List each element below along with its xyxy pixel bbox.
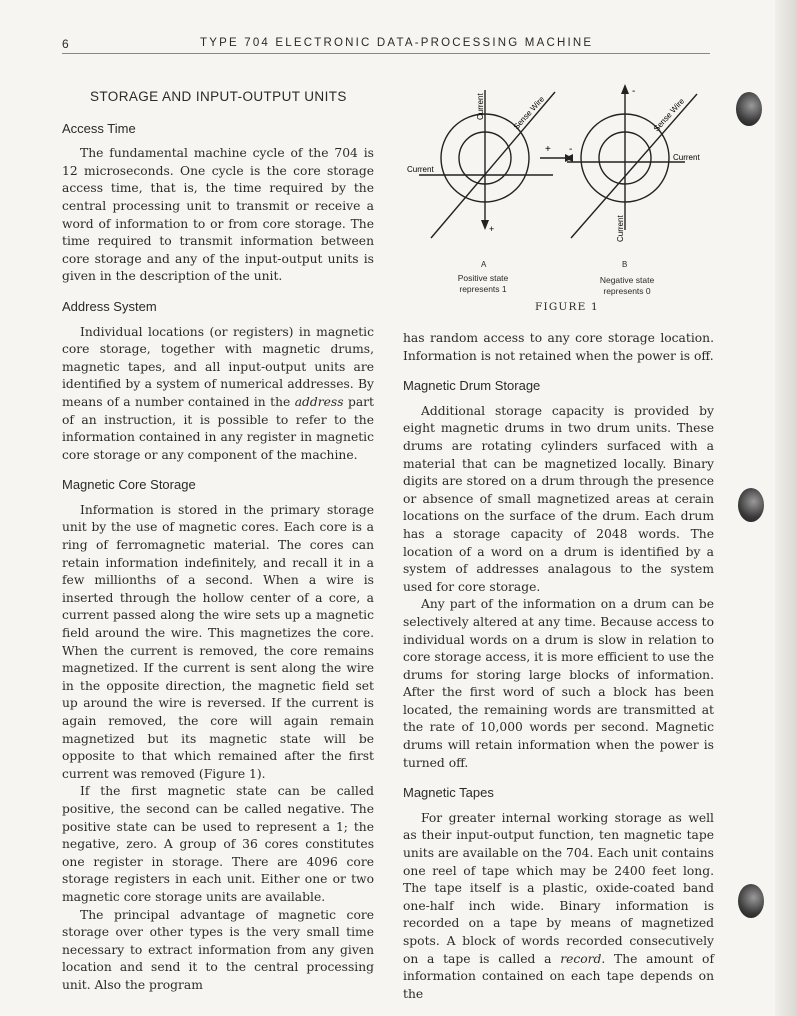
heading-magnetic-tapes: Magnetic Tapes [403,785,494,801]
label-sense-b: Sense Wire [651,96,687,134]
binder-hole-top [736,92,762,126]
paragraph: For greater internal working storage as well as their input-output function, ten magnetic tape units are available on the 704. Each unit contains one reel of tape which may be 2400 feet long. The tape itself is a plastic, oxide-coated band one-half inch wide. Binary information is recorded on a tape by means of magnetized spots. A block of words recorded consecutively on a tape is called a record. The amount of information contained on each tape depends on the [403,810,714,1001]
page-number: 6 [62,37,69,51]
heading-magnetic-core-storage: Magnetic Core Storage [62,477,196,493]
paragraph: If the first magnetic state can be called positive, the second can be called negative. The positive state can be used to represent a 1; the negative, zero. A group of 36 cores constitutes one register in storage. There are 4096 core storage registers in each unit. Either one or two magnetic core storage units are available. [62,784,374,904]
paragraph: The principal advantage of magnetic core storage over other types is the very small time necessary to extract information from any given location and send it to the central processing unit. Also the program [62,907,374,992]
running-header: TYPE 704 ELECTRONIC DATA-PROCESSING MACHINE [200,37,594,49]
label-minus: - [569,144,573,155]
state-caption-b: Negative state represents 0 [599,275,655,296]
page-edge [775,0,797,1016]
label-sense-a: Sense Wire [511,94,547,132]
heading-magnetic-drum-storage: Magnetic Drum Storage [403,378,541,394]
paragraph: Individual locations (or registers) in magnetic core storage, together with magnetic drums, magnetic tapes, and all input-output units are identified by a system of numerical addresses. By means of a number contained in the address part of an instruction, it is possible to refer to the information contained in any register in magnetic core storage or any component of the machine. [62,324,374,462]
arrowhead-a-down [481,220,489,230]
core-diagram [405,80,715,270]
label-minus-top: - [632,86,636,97]
paragraph: Any part of the information on a drum can be selectively altered at any time. Because access to individual words on a drum is slow in relation to core storage access, it is more efficient to use the drums for storing large blocks of information. After the first word of such a block has been located, the remaining words are transmitted at the rate of 10,000 words per second. Magnetic drums will retain information when the power is turned off. [403,597,714,770]
label-plus-bottom: + [489,224,495,234]
paragraph: Information is stored in the primary storage unit by the use of magnetic cores. Each core is a ring of ferromagnetic material. The cores can retain information indefinitely, and recall it in a few millionths of a second. When a wire is inserted through the hollow center of a core, a current passed along the wire sets up a magnetic field around the wire. This magnetizes the core. When the current is removed, the core remains magnetized. If the current is sent along the wire in the opposite direction, the magnetic field set up around the wire is reversed. If the current is again removed, the core will again remain magnetized but its magnetic state will be opposite to that which remained after the first current was removed (Figure 1). [62,502,374,781]
label-plus: + [545,144,551,155]
right-column [403,330,714,1003]
heading-address-system: Address System [62,298,157,314]
header-rule [62,53,710,54]
figure-letter-a: A [481,260,487,269]
label-current-a-horizontal: Current [407,165,434,174]
paragraph: Additional storage capacity is provided by eight magnetic drums in two drum units. These drums are rotating cylinders surfaced with a material that can be magnetized locally. Binary digits are stored on a drum through the presence or absence of small magnetized areas at cerain locations on the surface of the drum. Each drum has a storage capacity of 2048 words. The location of a word on a drum is identified by a system of addresses analagous to the system used for core storage. [403,403,714,594]
binder-hole-middle [738,488,764,522]
paragraph: The fundamental machine cycle of the 704 is 12 microseconds. One cycle is the core storage access time, that is, the time required by the central processing unit to transmit or receive a word of information to or from core storage. The time required to transmit information between core storage and any of the input-output units is given in the description of the unit. [62,146,374,284]
left-column [62,88,374,995]
sense-wire-a [431,92,555,238]
emphasis-address: address [294,394,344,409]
arrowhead-b-up [621,84,629,94]
label-current-a-vertical: Current [476,93,485,120]
binder-hole-bottom [738,884,764,918]
figure-letter-b: B [622,260,628,269]
state-caption-a: Positive state represents 1 [457,273,509,294]
paragraph: has random access to any core storage location. Information is not retained when the power is off. [403,331,714,363]
figure-1 [405,80,715,320]
page-title: STORAGE AND INPUT-OUTPUT UNITS [90,89,347,104]
label-current-b-horizontal: Current [673,153,700,162]
heading-access-time: Access Time [62,120,136,136]
figure-caption: FIGURE 1 [535,301,599,313]
label-current-b-vertical: Current [616,215,625,242]
emphasis-record: record [560,951,602,966]
